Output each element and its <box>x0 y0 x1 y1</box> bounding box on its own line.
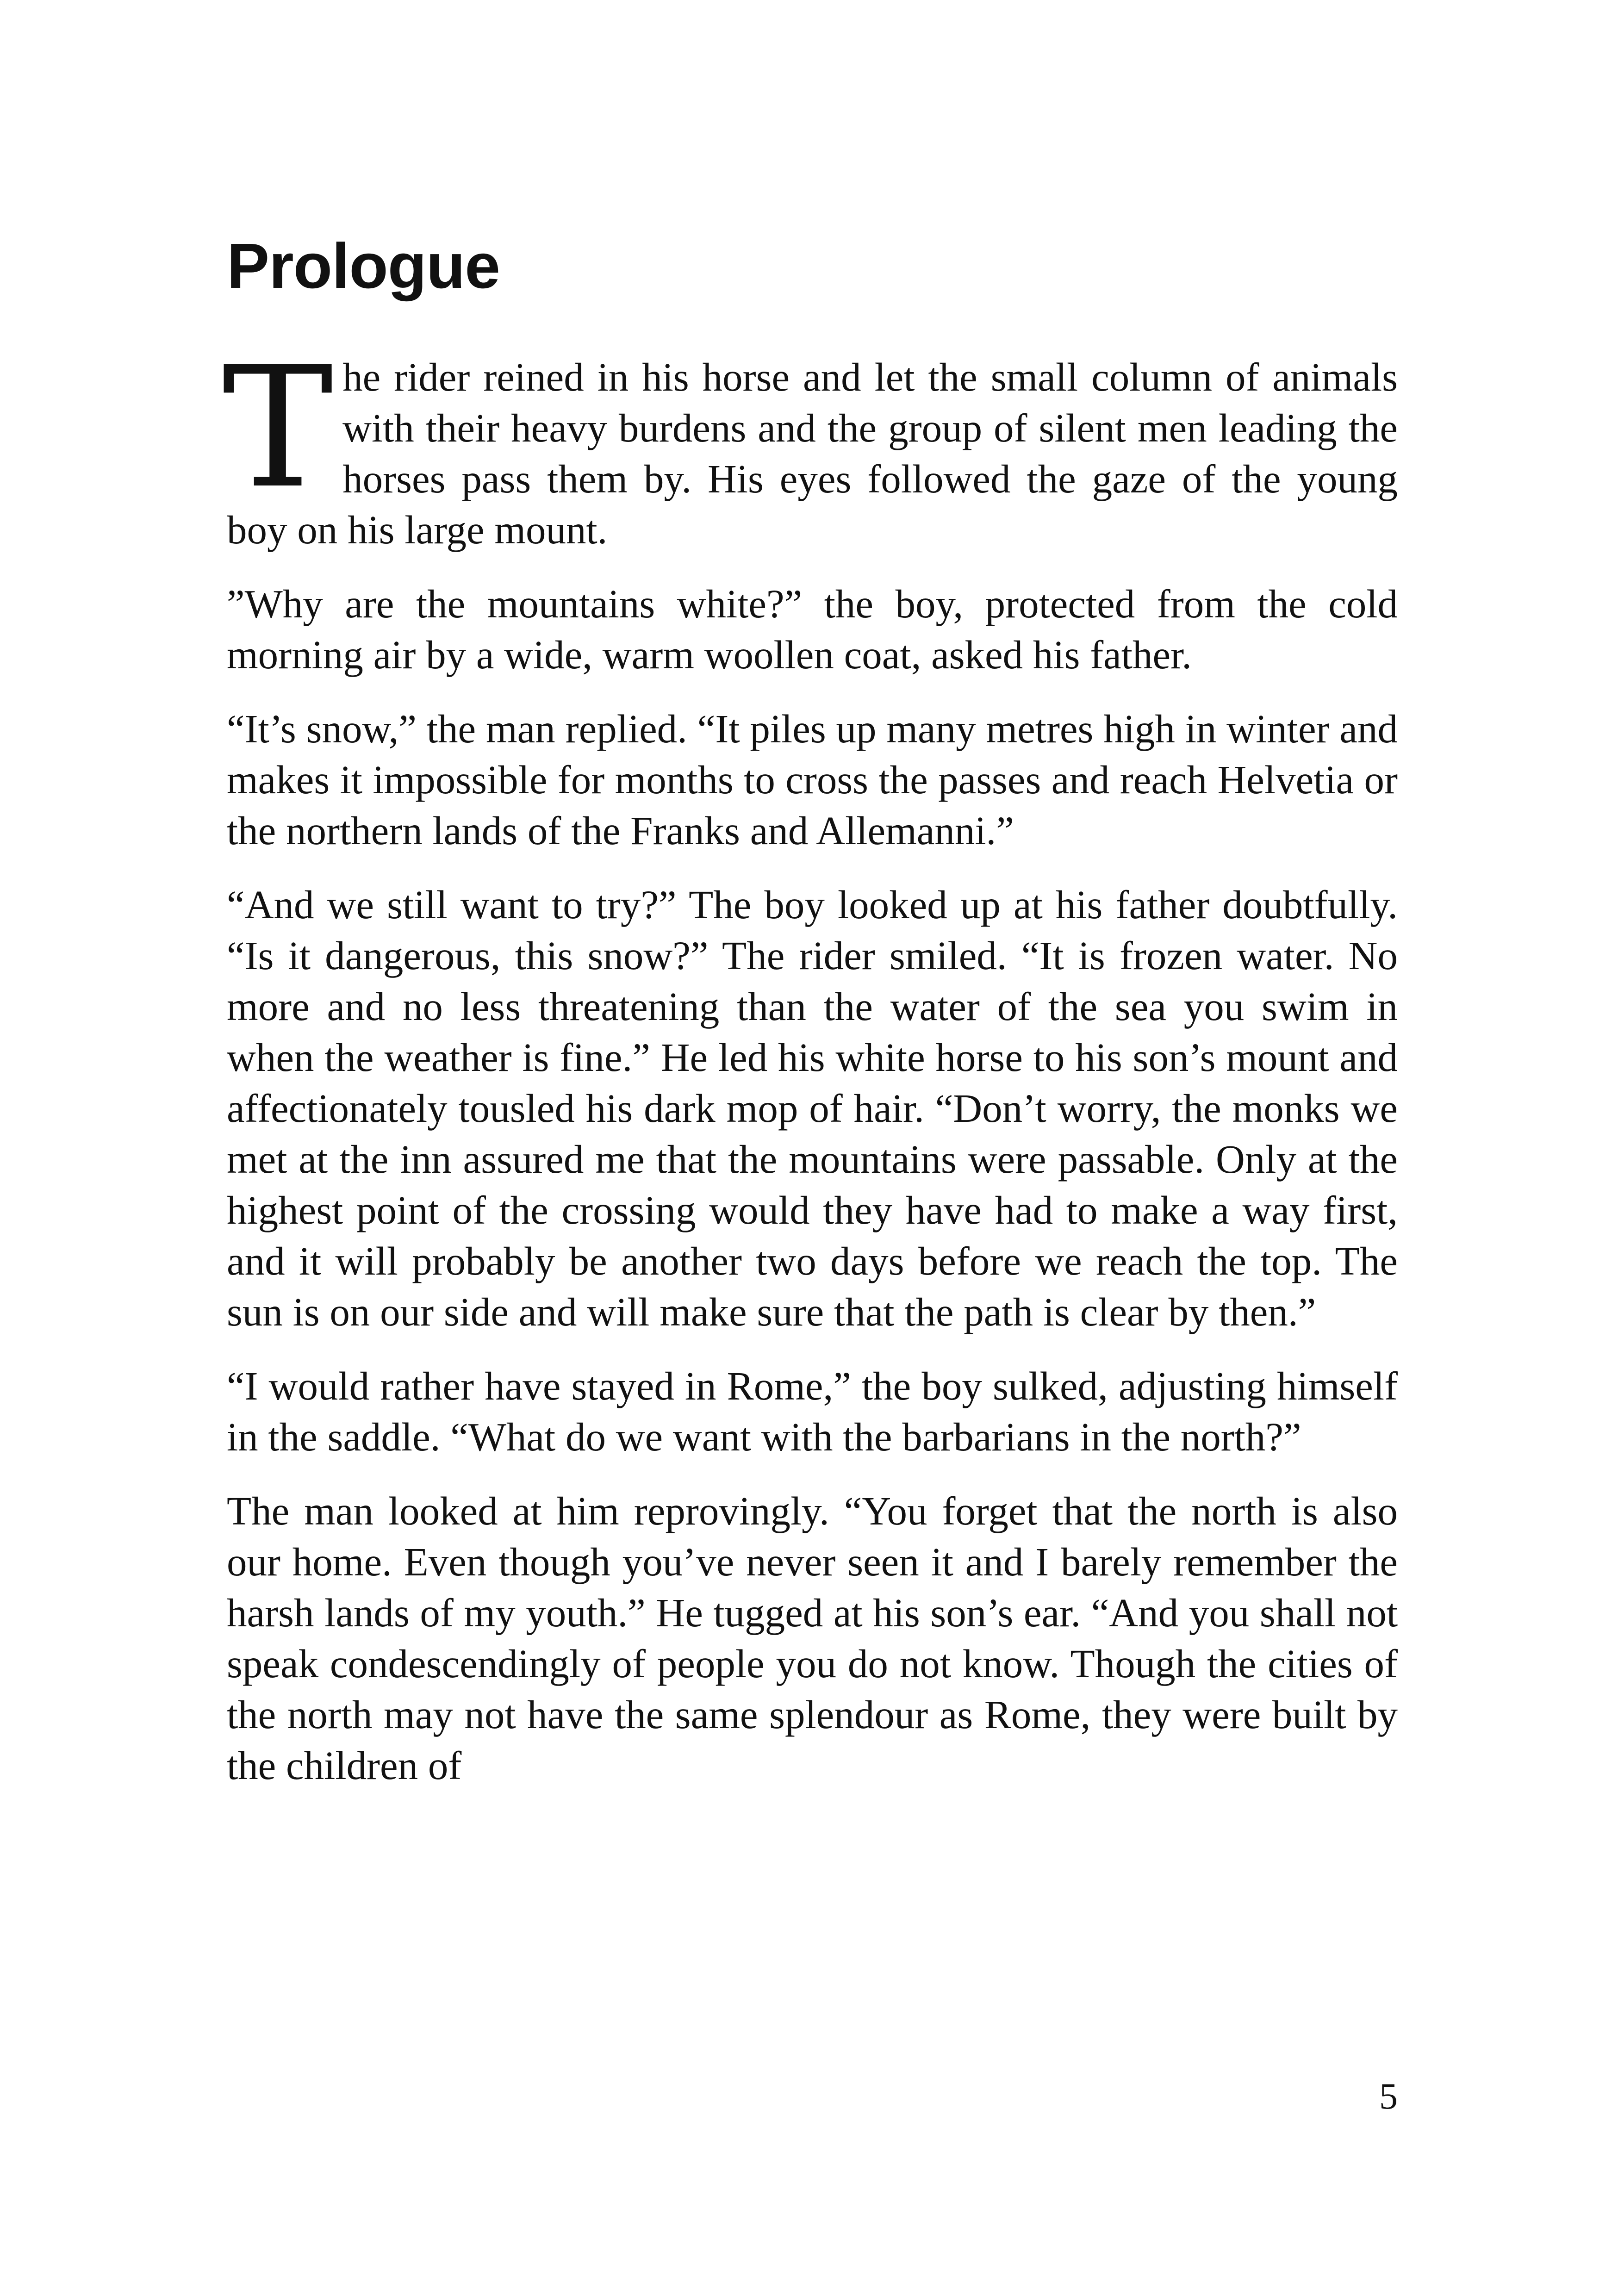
paragraph: ”Why are the mountains white?” the boy, protected from the cold morning air by a wide, warm woollen coat, asked his father. <box>227 581 1398 677</box>
page-number: 5 <box>1379 2076 1398 2117</box>
drop-cap: T <box>222 331 334 525</box>
chapter-title: Prologue <box>227 230 500 302</box>
paragraph <box>222 331 1398 555</box>
body-text <box>222 331 1398 1814</box>
paragraph-text: he rider reined in his horse and let the small column of animals with their heavy burdens and the group of silent men leading the horses pass them by. His eyes followed the gaze of the young boy on his large mount. <box>227 355 1398 552</box>
paragraph: “I would rather have stayed in Rome,” the boy sulked, adjusting himself in the saddle. “What do we want with the barbarians in the north?” <box>227 1363 1398 1459</box>
paragraph: The man looked at him reprovingly. “You forget that the north is also our home. Even though you’ve never seen it and I barely remember the harsh lands of my youth.” He tugged at his son’s ear. “And you shall not speak condescendingly of people you do not know. Though the cities of the north may not have the same splendour as Rome, they were built by the children of <box>227 1488 1398 1788</box>
paragraph: “It’s snow,” the man replied. “It piles up many metres high in winter and makes it impossible for months to cross the passes and reach Helvetia or the northern lands of the Franks and Allemanni.” <box>227 706 1398 853</box>
paragraph: “And we still want to try?” The boy looked up at his father doubtfully. “Is it dangerous, this snow?” The rider smiled. “It is frozen water. No more and no less threatening than the water of the sea you swim in when the weather is fine.” He led his white horse to his son’s mount and affectionately tousled his dark mop of hair. “Don’t worry, the monks we met at the inn assured me that the mountains were passable. Only at the highest point of the crossing would they have had to make a way first, and it will probably be another two days before we reach the top. The sun is on our side and will make sure that the path is clear by then.” <box>227 882 1398 1334</box>
